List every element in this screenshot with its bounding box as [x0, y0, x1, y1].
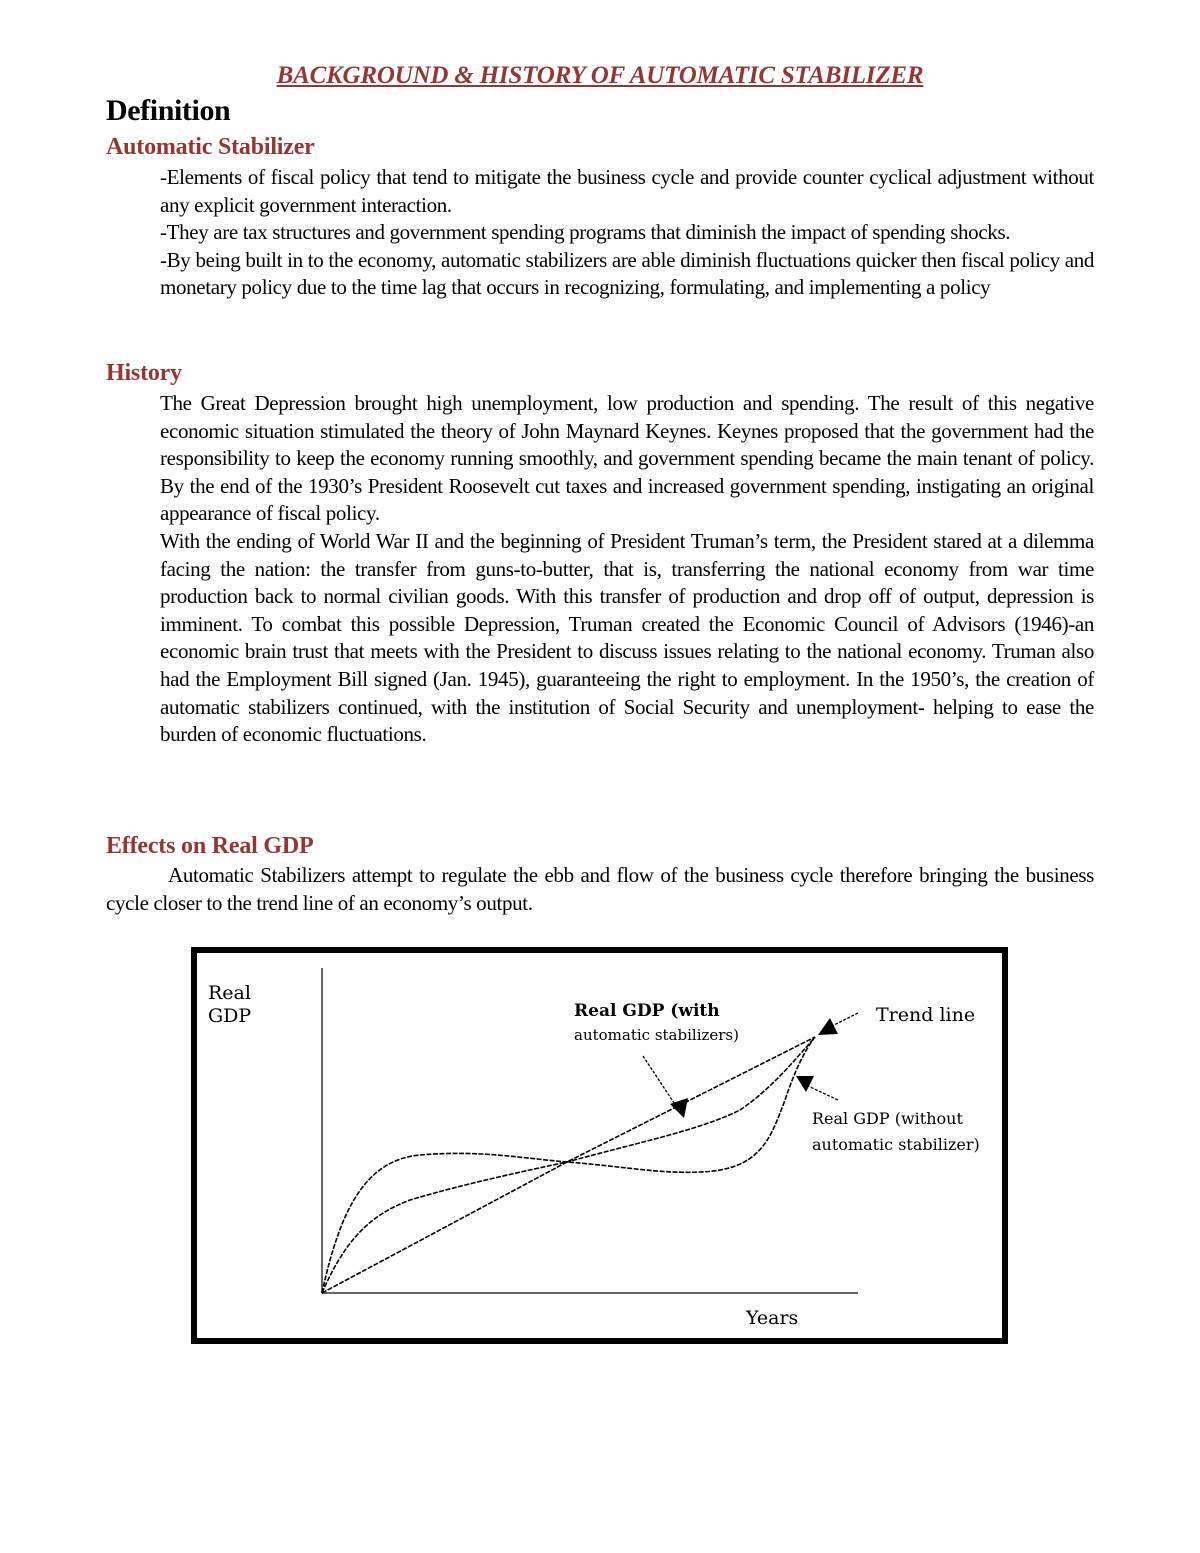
real-gdp-without-stabilizers-curve [322, 1037, 815, 1293]
without-stabilizers-pointer [808, 1086, 838, 1100]
with-stabilizers-label-line1: Real GDP (with [574, 1001, 720, 1021]
y-axis-label-line2: GDP [208, 1005, 252, 1027]
definition-heading: Definition [106, 94, 231, 127]
trend-line-arrowhead-icon [818, 1018, 838, 1035]
real-gdp-figure [191, 947, 1008, 1344]
definition-paragraph: -Elements of fiscal policy that tend to mitigate the business cycle and provide counter cyclical adjustment without any explicit government interaction. [160, 165, 1094, 217]
history-paragraph: With the ending of World War II and the beginning of President Truman’s term, the President stared at a dilemma facing the nation: the transfer from guns-to-butter, that is, transferring the national economy from war time production back to normal civilian goods. With this transfer of production and drop off of output, depression is imminent. To combat this possible Depression, Truman created the Economic Council of Advisors (1946)-an economic brain trust that meets with the President to discuss issues relating to the national economy. Truman also had the Employment Bill signed (Jan. 1945), guaranteeing the right to employment. In the 1950’s, the creation of automatic stabilizers continued, with the institution of Social Security and unemployment- helping to ease the burden of economic fluctuations. [160, 528, 1094, 747]
without-stabilizers-arrowhead-icon [796, 1076, 814, 1092]
automatic-stabilizer-heading: Automatic Stabilizer [106, 134, 315, 160]
without-stabilizers-label-line2: automatic stabilizer) [812, 1135, 980, 1154]
history-paragraph: The Great Depression brought high unemployment, low production and spending. The result of this negative economic situation stimulated the theory of John Maynard Keynes. Keynes proposed that the government had the responsibility to keep the economy running smoothly, and government spending became the main tenant of policy. By the end of the 1930’s President Roosevelt cut taxes and increased government spending, instigating an original appearance of fiscal policy. [160, 391, 1094, 526]
effects-paragraph: Automatic Stabilizers attempt to regulate the ebb and flow of the business cycle therefore bringing the business cycle closer to the trend line of an economy’s output. [106, 863, 1094, 915]
history-heading: History [106, 360, 182, 386]
definition-paragraph: -They are tax structures and government spending programs that diminish the impact of spending shocks. [160, 220, 1011, 245]
trend-line-curve [322, 1037, 815, 1293]
with-stabilizers-pointer [643, 1056, 676, 1106]
without-stabilizers-label-line1: Real GDP (without [812, 1109, 963, 1128]
document-title: BACKGROUND & HISTORY OF AUTOMATIC STABILIZER [276, 62, 924, 89]
effects-heading: Effects on Real GDP [106, 833, 314, 859]
trend-line-pointer [830, 1013, 858, 1027]
definition-paragraph: -By being built in to the economy, automatic stabilizers are able diminish fluctuations quicker then fiscal policy and monetary policy due to the time lag that occurs in recognizing, formulating, and implementing a policy [160, 247, 1094, 300]
with-stabilizers-label-line2: automatic stabilizers) [574, 1026, 739, 1044]
trend-line-label: Trend line [876, 1004, 976, 1026]
real-gdp-with-stabilizers-curve [322, 1037, 815, 1293]
x-axis-label: Years [746, 1307, 799, 1329]
y-axis-label-line1: Real [208, 982, 251, 1004]
